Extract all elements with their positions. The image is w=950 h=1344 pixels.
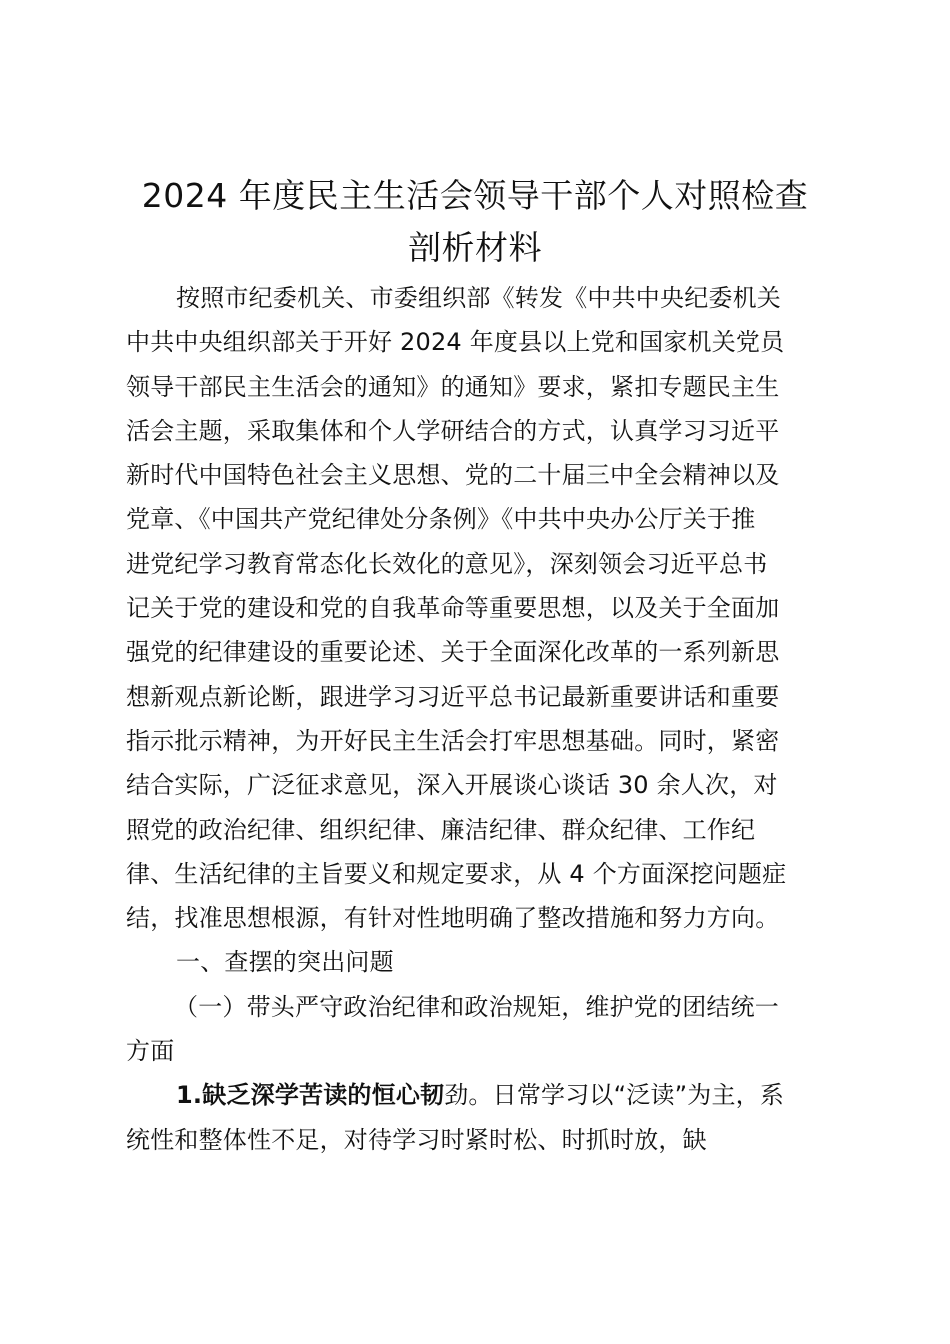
paragraph-line: 结合实际，广泛征求意见，深入开展谈心谈话 30 余人次，对 bbox=[126, 771, 778, 800]
paragraph-line: 领导干部民主生活会的通知》的通知》要求，紧扣专题民主生 bbox=[126, 372, 780, 401]
paragraph-line: 律、生活纪律的主旨要义和规定要求，从 4 个方面深挖问题症 bbox=[126, 859, 787, 888]
paragraph-line: 党章、《中国共产党纪律处分条例》《中共中央办公厅关于推 bbox=[126, 505, 756, 534]
paragraph-line: 进党纪学习教育常态化长效化的意见》，深刻领会习近平总书 bbox=[126, 549, 768, 578]
paragraph-line: 按照市纪委机关、市委组织部《转发《中共中央纪委机关 bbox=[176, 284, 781, 312]
paragraph-line: 记关于党的建设和党的自我革命等重要思想，以及关于全面加 bbox=[126, 594, 780, 623]
paragraph-line: 新时代中国特色社会主义思想、党的二十届三中全会精神以及 bbox=[126, 461, 780, 490]
paragraph-line: 想新观点新论断，跟进学习习近平总书记最新重要讲话和重要 bbox=[126, 682, 780, 711]
document-body bbox=[126, 276, 826, 1162]
paragraph-line: 结，找准思想根源，有针对性地明确了整改措施和努力方向。 bbox=[126, 904, 780, 933]
item-text: 劲。日常学习以“泛读”为主，系 bbox=[444, 1081, 785, 1110]
subsection-heading-line-2: 方面 bbox=[126, 1037, 175, 1066]
paragraph-line: 中共中央组织部关于开好 2024 年度县以上党和国家机关党员 bbox=[126, 328, 785, 357]
title-line-1: 2024 年度民主生活会领导干部个人对照检查 bbox=[141, 176, 809, 215]
item-bold-title: 1.缺乏深学苦读的恒心韧 bbox=[176, 1081, 445, 1110]
paragraph-line: 指示批示精神，为开好民主生活会打牢思想基础。同时，紧密 bbox=[126, 726, 780, 755]
subsection-heading-line-1: （一）带头严守政治纪律和政治规矩，维护党的团结统一 bbox=[174, 992, 779, 1021]
paragraph-line: 统性和整体性不足，对待学习时紧时松、时抓时放，缺 bbox=[126, 1125, 707, 1154]
section-heading: 一、查摆的突出问题 bbox=[176, 948, 394, 977]
paragraph-line: 活会主题，采取集体和个人学研结合的方式，认真学习习近平 bbox=[126, 416, 780, 445]
document-title bbox=[120, 170, 830, 274]
item-heading-line bbox=[126, 1073, 826, 1117]
title-line-2: 剖析材料 bbox=[408, 228, 542, 267]
paragraph-line: 照党的政治纪律、组织纪律、廉洁纪律、群众纪律、工作纪 bbox=[126, 815, 756, 844]
paragraph-line: 强党的纪律建设的重要论述、关于全面深化改革的一系列新思 bbox=[126, 638, 780, 667]
